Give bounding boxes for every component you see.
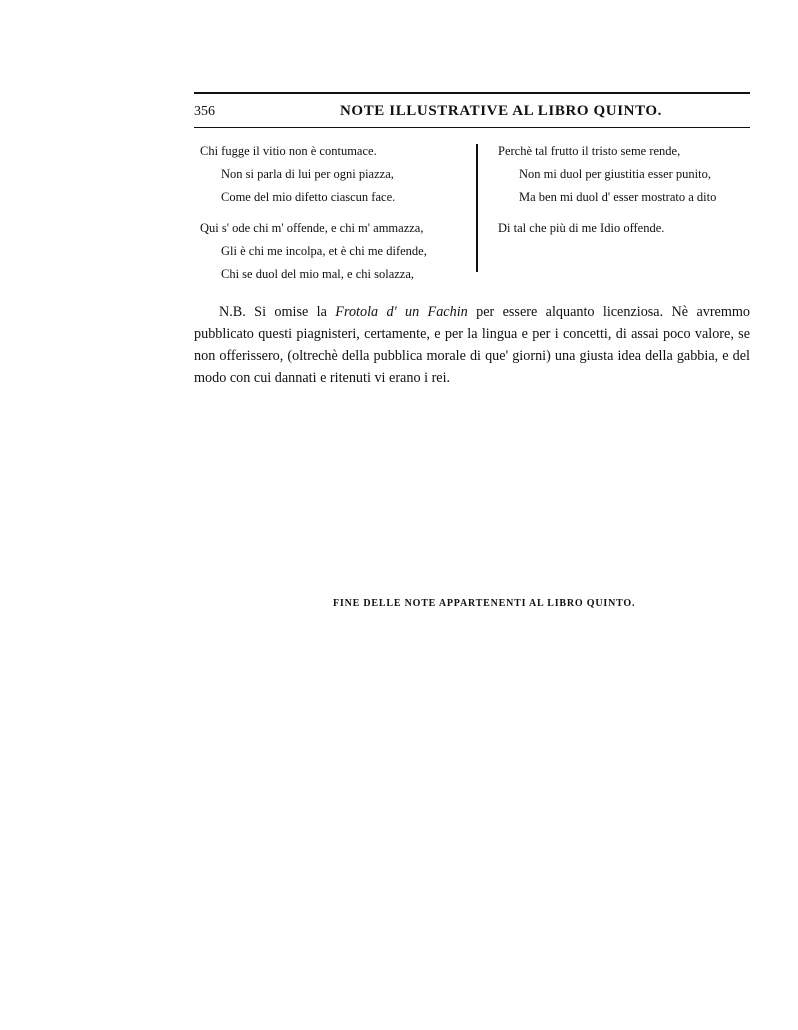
note-italic-title: Frotola d' un Fachin <box>335 304 468 320</box>
verse-line: Chi fugge il vitio non è contumace. <box>200 144 377 158</box>
page-number: 356 <box>194 104 215 119</box>
verse-line: Ma ben mi duol d' esser mostrato a dito <box>519 190 717 204</box>
verse-column-left <box>200 140 470 294</box>
stanza <box>498 140 758 209</box>
column-divider <box>476 144 478 272</box>
note-body: per essere alquanto licenziosa. Nè avremmo pubblicato questi piagnisteri, certamente, e per la lingua e per i concetti, di assai poco valore, se non offerissero, (oltrechè della pubblica morale di que' giorni) una giusta idea della gabbia, e del modo con cui dannati e ritenuti vi erano i rei. <box>194 304 751 386</box>
verse-line: Chi se duol del mio mal, e chi solazza, <box>221 267 415 281</box>
verse-line: Di tal che più di me Idio offende. <box>498 221 665 235</box>
nota-bene-paragraph <box>194 301 750 389</box>
stanza <box>200 217 470 286</box>
running-title: NOTE ILLUSTRATIVE AL LIBRO QUINTO. <box>340 103 663 119</box>
verse-line: Qui s' ode chi m' offende, e chi m' ammazza, <box>200 221 424 235</box>
page-header <box>194 92 750 128</box>
verse-line: Non si parla di lui per ogni piazza, <box>221 167 394 181</box>
stanza <box>200 140 470 209</box>
verse-column-right <box>498 140 758 248</box>
verse-line: Gli è chi me incolpa, et è chi me difende, <box>221 244 427 258</box>
end-note: FINE DELLE NOTE APPARTENENTI AL LIBRO QUINTO. <box>333 598 636 609</box>
note-prefix: N.B. Si omise la <box>219 304 336 320</box>
verse-line: Perchè tal frutto il tristo seme rende, <box>498 144 681 158</box>
verse-line: Non mi duol per giustitia esser punito, <box>519 167 711 181</box>
verse-line: Come del mio difetto ciascun face. <box>221 190 396 204</box>
stanza <box>498 217 758 240</box>
